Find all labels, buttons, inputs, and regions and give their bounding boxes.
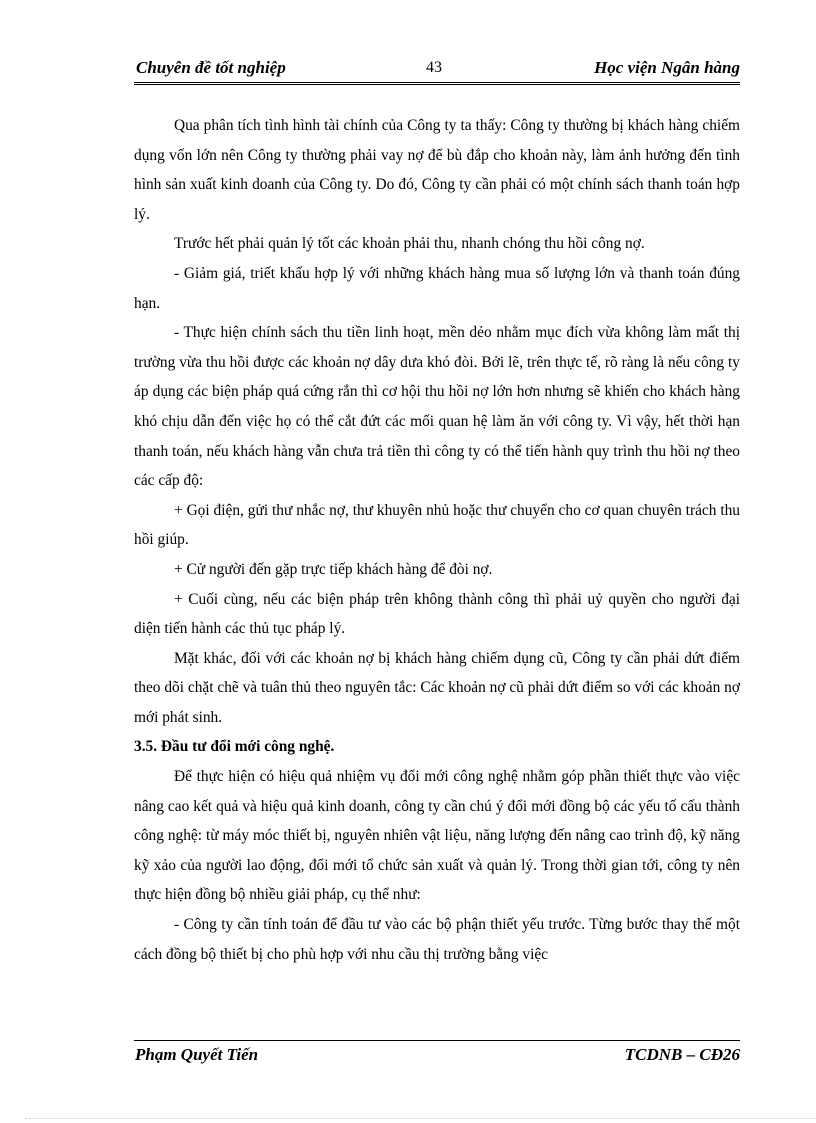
paragraph: + Gọi điện, gửi thư nhắc nợ, thư khuyên nhủ hoặc thư chuyển cho cơ quan chuyên trách thu hồi giúp. bbox=[134, 501, 740, 549]
footer-author: Phạm Quyết Tiến bbox=[135, 1045, 259, 1064]
footer-divider bbox=[134, 1040, 740, 1041]
page-number: 43 bbox=[426, 59, 442, 76]
paragraph: + Cuối cùng, nếu các biện pháp trên không thành công thì phải uỷ quyền cho người đại diện tiến hành các thủ tục pháp lý. bbox=[134, 590, 740, 638]
header-title: Chuyên đề tốt nghiệp bbox=[136, 58, 286, 77]
paragraph: - Công ty cần tính toán để đầu tư vào các bộ phận thiết yếu trước. Từng bước thay thế một cách đồng bộ thiết bị cho phù hợp với nhu cầu thị trường bằng việc bbox=[134, 916, 740, 963]
paragraph: + Cử người đến gặp trực tiếp khách hàng để đòi nợ. bbox=[174, 560, 493, 578]
header-institution: Học viện Ngân hàng bbox=[594, 58, 740, 77]
paragraph: - Giảm giá, triết khấu hợp lý với những khách hàng mua số lượng lớn và thanh toán đúng hạn. bbox=[134, 264, 740, 312]
section-heading: 3.5. Đầu tư đổi mới công nghệ. bbox=[134, 738, 335, 756]
paragraph: - Thực hiện chính sách thu tiền linh hoạt, mền dẻo nhằm mục đích vừa không làm mất thị trường vừa thu hồi được các khoản nợ dây dưa khó đòi. Bởi lẽ, trên thực tế, rõ ràng là nếu công ty áp dụng các biện pháp quá cứng rắn thì cơ hội thu hồi nợ lớn hơn nhưng sẽ khiến cho khách hàng khó chịu dẫn đến việc họ có thể cắt đứt các mối quan hệ làm ăn với công ty. Vì vậy, hết thời hạn thanh toán, nếu khách hàng vẫn chưa trả tiền thì công ty có thể tiến hành quy trình thu hồi nợ theo các cấp độ: bbox=[134, 324, 740, 490]
page-header bbox=[134, 58, 740, 85]
footer-class-code: TCDNB – CĐ26 bbox=[624, 1045, 740, 1064]
paragraph: Qua phân tích tình hình tài chính của Công ty ta thấy: Công ty thường bị khách hàng chiếm dụng vốn lớn nên Công ty thường phải vay nợ để bù đắp cho khoản này, làm ảnh hưởng đến tình hình sản xuất kinh doanh của Công ty. Do đó, Công ty cần phải có một chính sách thanh toán hợp lý. bbox=[134, 117, 740, 223]
document-body bbox=[134, 111, 740, 969]
page-bottom-edge bbox=[25, 1118, 815, 1119]
paragraph: Trước hết phải quản lý tốt các khoản phải thu, nhanh chóng thu hồi công nợ. bbox=[174, 235, 645, 253]
paragraph: Để thực hiện có hiệu quả nhiệm vụ đổi mới công nghệ nhằm góp phần thiết thực vào việc nâng cao kết quả và hiệu quả kinh doanh, công ty cần chú ý đổi mới đồng bộ các yếu tố cấu thành công nghệ: từ máy móc thiết bị, nguyên nhiên vật liệu, năng lượng đến nâng cao trình độ, kỹ năng kỹ xảo của người lao động, đổi mới tổ chức sản xuất và quản lý. Trong thời gian tới, công ty nên thực hiện đồng bộ nhiều giải pháp, cụ thể như: bbox=[134, 768, 740, 904]
paragraph: Mặt khác, đối với các khoản nợ bị khách hàng chiếm dụng cũ, Công ty cần phải dứt điểm theo dõi chặt chẽ và tuân thủ theo nguyên tắc: Các khoản nợ cũ phải dứt điểm so với các khoản nợ mới phát sinh. bbox=[134, 649, 740, 726]
